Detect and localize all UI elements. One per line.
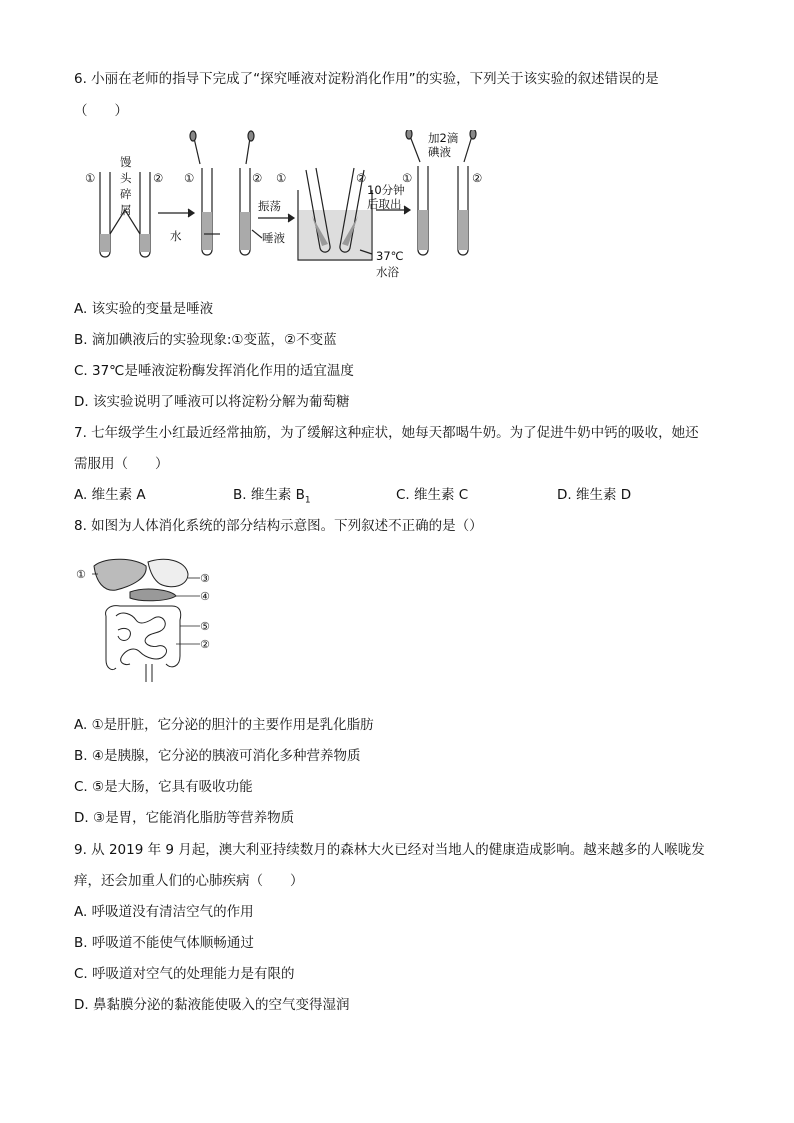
fig-mantou-char-1: 馒 bbox=[120, 155, 132, 169]
q9-stem-line-1: 9. 从 2019 年 9 月起，澳大利亚持续数月的森林大火已经对当地人的健康造成影响。越来越多的人喉咙发 bbox=[74, 842, 705, 858]
q7-option-a: A. 维生素 A bbox=[74, 487, 146, 503]
fig-label-tube-1b: ① bbox=[184, 171, 195, 185]
fig-mantou-char-3: 碎 bbox=[120, 187, 132, 201]
q8-option-b: B. ④是胰腺，它分泌的胰液可消化多种营养物质 bbox=[74, 748, 361, 764]
fig-label-shake: 振荡 bbox=[258, 199, 281, 213]
q7-option-d: D. 维生素 D bbox=[557, 487, 632, 503]
q6-answer-paren: （ ） bbox=[74, 103, 128, 119]
q7-option-b-subscript: 1 bbox=[304, 495, 311, 506]
q9-option-c: C. 呼吸道对空气的处理能力是有限的 bbox=[74, 966, 295, 982]
q8-digestive-system-figure bbox=[76, 552, 226, 692]
q6-option-a: A. 该实验的变量是唾液 bbox=[74, 301, 214, 317]
q6-stem: 6. 小丽在老师的指导下完成了“探究唾液对淀粉消化作用”的实验，下列关于该实验的叙述错误的是 bbox=[74, 71, 659, 87]
q6-experiment-figure bbox=[80, 130, 500, 282]
q7-option-b-text: B. 维生素 B bbox=[233, 487, 305, 503]
q9-stem-line-2: 痒，还会加重人们的心肺疾病（ ） bbox=[74, 873, 304, 889]
q8-label-4: ④ bbox=[200, 590, 210, 603]
fig-mantou-char-4: 屑 bbox=[120, 203, 132, 217]
fig-label-tube-1d: ① bbox=[402, 171, 413, 185]
fig-label-saliva: 唾液 bbox=[262, 231, 285, 245]
q8-label-1: ① bbox=[76, 568, 86, 581]
fig-mantou-char-2: 头 bbox=[120, 171, 132, 185]
q7-stem-line-1: 7. 七年级学生小红最近经常抽筋，为了缓解这种症状，她每天都喝牛奶。为了促进牛奶中钙的吸收，她还 bbox=[74, 425, 699, 441]
q7-option-b bbox=[233, 483, 311, 506]
q7-stem-line-2: 需服用（ ） bbox=[74, 456, 169, 472]
fig-label-iodine: 碘液 bbox=[428, 145, 451, 159]
fig-label-takeout: 后取出 bbox=[367, 197, 402, 211]
q8-label-5: ⑤ bbox=[200, 620, 210, 633]
fig-label-water-bath: 水浴 bbox=[376, 265, 399, 279]
fig-label-tube-2: ② bbox=[153, 171, 164, 185]
fig-label-add-iodine: 加2滴 bbox=[428, 131, 459, 145]
q9-option-d: D. 鼻黏膜分泌的黏液能使吸入的空气变得湿润 bbox=[74, 997, 350, 1013]
q9-option-b: B. 呼吸道不能使气体顺畅通过 bbox=[74, 935, 254, 951]
fig-label-water: 水 bbox=[170, 229, 182, 243]
fig-label-tube-2d: ② bbox=[472, 171, 483, 185]
q8-label-3: ③ bbox=[200, 572, 210, 585]
fig-label-37c: 37℃ bbox=[376, 249, 404, 263]
q8-option-c: C. ⑤是大肠，它具有吸收功能 bbox=[74, 779, 253, 795]
q6-option-c: C. 37℃是唾液淀粉酶发挥消化作用的适宜温度 bbox=[74, 363, 354, 379]
q9-option-a: A. 呼吸道没有清洁空气的作用 bbox=[74, 904, 254, 920]
q6-option-b: B. 滴加碘液后的实验现象:①变蓝，②不变蓝 bbox=[74, 332, 337, 348]
q6-option-d: D. 该实验说明了唾液可以将淀粉分解为葡萄糖 bbox=[74, 394, 350, 410]
fig-label-10min: 10分钟 bbox=[367, 183, 405, 197]
fig-label-tube-1: ① bbox=[85, 171, 96, 185]
q8-stem: 8. 如图为人体消化系统的部分结构示意图。下列叙述不正确的是（） bbox=[74, 518, 483, 534]
q8-option-d: D. ③是胃，它能消化脂肪等营养物质 bbox=[74, 810, 295, 826]
q8-option-a: A. ①是肝脏，它分泌的胆汁的主要作用是乳化脂肪 bbox=[74, 717, 374, 733]
fig-label-tube-2b: ② bbox=[252, 171, 263, 185]
q7-option-c: C. 维生素 C bbox=[396, 487, 469, 503]
fig-label-tube-2c: ② bbox=[356, 171, 367, 185]
q8-label-2: ② bbox=[200, 638, 210, 651]
fig-label-tube-1c: ① bbox=[276, 171, 287, 185]
